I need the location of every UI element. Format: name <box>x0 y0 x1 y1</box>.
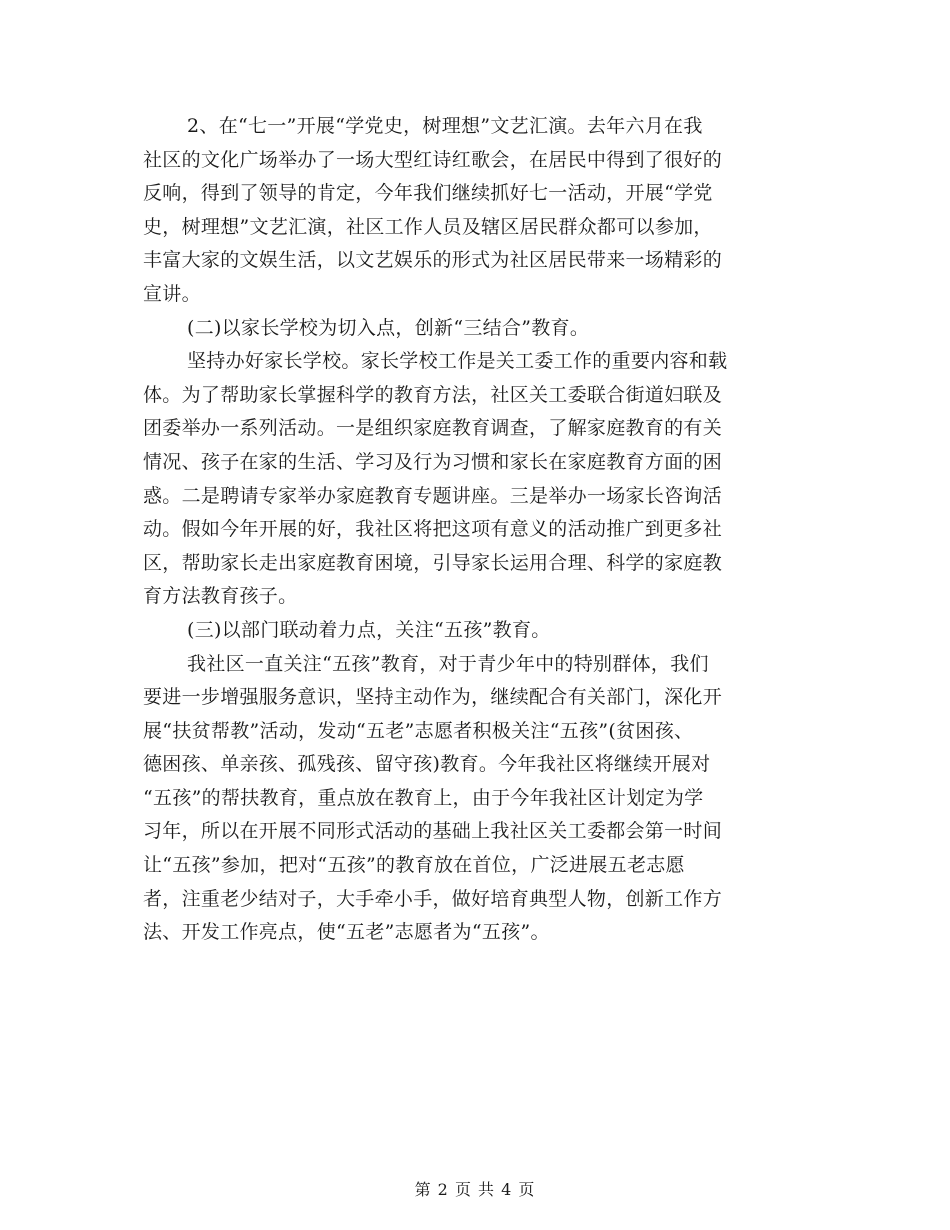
text-line: 区，帮助家长走出家庭教育困境，引导家长运用合理、科学的家庭教 <box>143 551 723 574</box>
text-line: 史，树理想”文艺汇演，社区工作人员及辖区居民群众都可以参加， <box>143 215 713 238</box>
text-line: 动。假如今年开展的好，我社区将把这项有意义的活动推广到更多社 <box>143 518 723 541</box>
text-line: 丰富大家的文娱生活，以文艺娱乐的形式为社区居民带来一场精彩的 <box>143 249 723 272</box>
text-line: 要进一步增强服务意识，坚持主动作为，继续配合有关部门，深化开 <box>143 686 723 709</box>
text-line: (二)以家长学校为切入点，创新“三结合”教育。 <box>187 316 590 339</box>
text-line: 习年，所以在开展不同形式活动的基础上我社区关工委都会第一时间 <box>143 820 723 843</box>
text-line: (三)以部门联动着力点，关注“五孩”教育。 <box>187 618 551 641</box>
text-line: 法、开发工作亮点，使“五老”志愿者为“五孩”。 <box>143 921 550 944</box>
text-line: 坚持办好家长学校。家长学校工作是关工委工作的重要内容和载 <box>187 350 728 373</box>
text-line: 2、在“七一”开展“学党史，树理想”文艺汇演。去年六月在我 <box>187 115 703 137</box>
text-line: 我社区一直关注“五孩”教育，对于青少年中的特别群体，我们 <box>187 652 709 675</box>
text-line: 者，注重老少结对子，大手牵小手，做好培育典型人物，创新工作方 <box>143 887 723 910</box>
text-line: 展“扶贫帮教”活动，发动“五老”志愿者积极关注“五孩”(贫困孩、 <box>143 719 694 742</box>
text-line: 惑。二是聘请专家举办家庭教育专题讲座。三是举办一场家长咨询活 <box>143 484 723 507</box>
text-line: 反响，得到了领导的肯定，今年我们继续抓好七一活动，开展“学党 <box>143 182 713 205</box>
text-line: 体。为了帮助家长掌握科学的教育方法，社区关工委联合街道妇联及 <box>143 383 723 406</box>
text-line: 团委举办一系列活动。一是组织家庭教育调查，了解家庭教育的有关 <box>143 417 723 440</box>
text-line: 社区的文化广场举办了一场大型红诗红歌会，在居民中得到了很好的 <box>143 148 723 171</box>
text-line: 育方法教育孩子。 <box>143 585 298 608</box>
document-body <box>143 110 815 950</box>
text-line: “五孩”的帮扶教育，重点放在教育上，由于今年我社区计划定为学 <box>143 786 704 809</box>
text-line: 宣讲。 <box>143 282 201 305</box>
page-footer: 第 2 页 共 4 页 <box>414 1180 536 1199</box>
text-line: 德困孩、单亲孩、孤残孩、留守孩)教育。今年我社区将继续开展对 <box>143 753 711 776</box>
text-line: 让“五孩”参加，把对“五孩”的教育放在首位，广泛进展五老志愿 <box>143 854 685 877</box>
text-line: 情况、孩子在家的生活、学习及行为习惯和家长在家庭教育方面的困 <box>143 450 723 473</box>
